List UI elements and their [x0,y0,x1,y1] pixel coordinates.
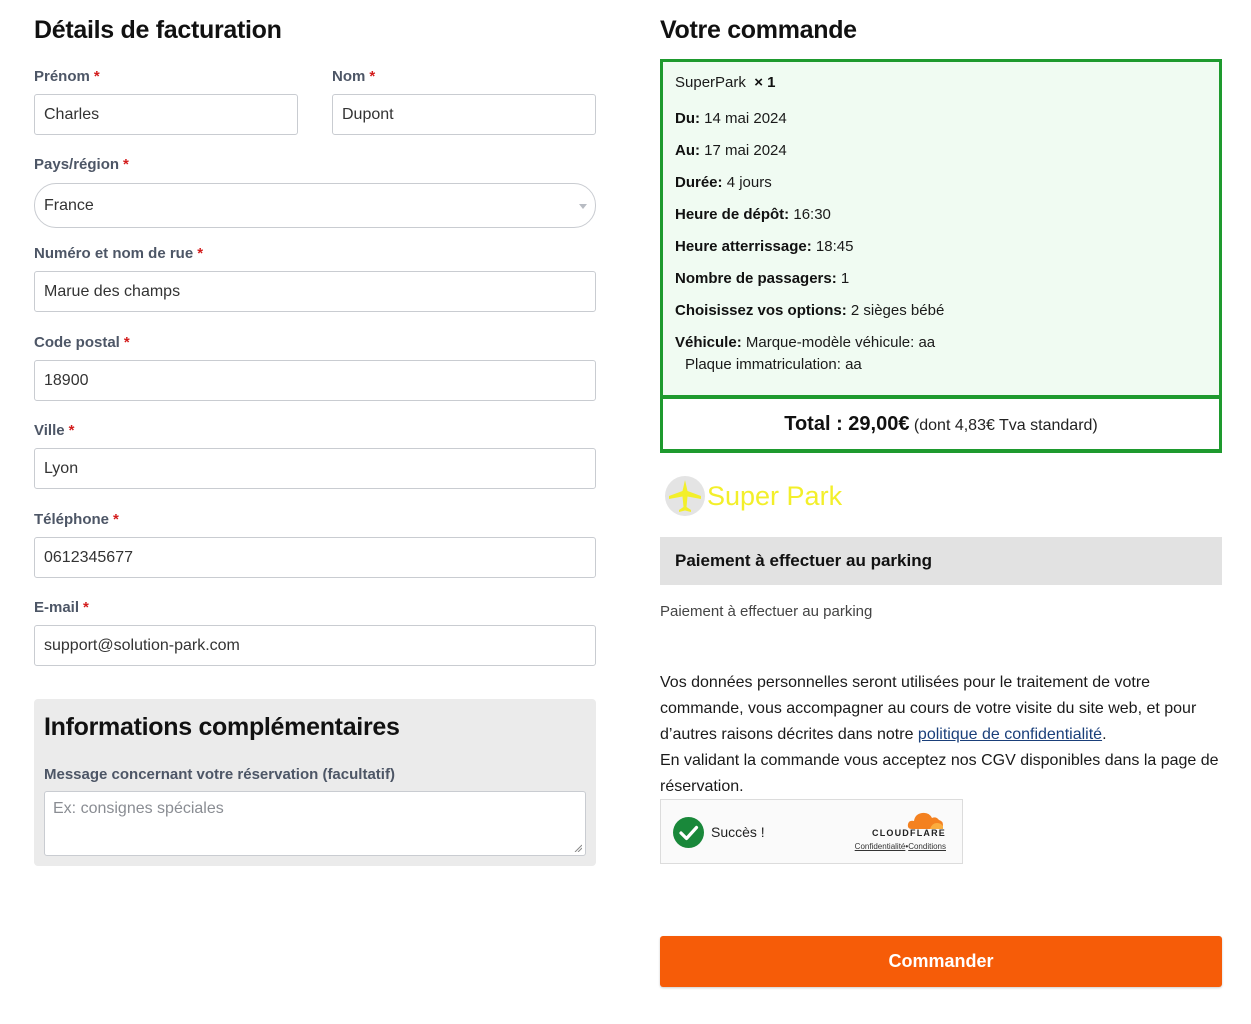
order-from: Du: 14 mai 2024 [675,110,787,127]
captcha-link-separator: • [905,842,909,851]
captcha-widget[interactable] [660,799,963,864]
dropdown-arrow-icon [579,204,587,209]
city-label: Ville * [34,422,75,439]
street-label: Numéro et nom de rue * [34,245,204,262]
payment-method-option[interactable]: Paiement à effectuer au parking [660,537,1222,585]
required-mark: * [123,334,130,351]
first-name-input[interactable]: Charles [34,94,298,135]
success-check-icon [673,817,704,848]
captcha-status: Succès ! [711,824,765,840]
required-mark: * [83,599,89,616]
order-options: Choisissez vos options: 2 sièges bébé [675,302,945,319]
last-name-input[interactable]: Dupont [332,94,596,135]
captcha-terms-link[interactable]: Conditions [908,842,946,851]
country-select[interactable] [34,183,596,228]
order-duration: Durée: 4 jours [675,174,772,191]
order-to: Au: 17 mai 2024 [675,142,787,159]
required-mark: * [93,68,100,85]
cgv-notice: En validant la commande vous acceptez nos CGV disponibles dans la page de réservation. [660,752,1219,795]
additional-info-title: Informations complémentaires [44,713,400,741]
order-passengers: Nombre de passagers: 1 [675,270,850,287]
total-amount: Total : 29,00€ [784,413,910,435]
place-order-button[interactable]: Commander [660,936,1222,987]
airplane-icon [665,476,705,516]
order-title: Votre commande [660,16,857,44]
cloudflare-brand: CLOUDFLARE [872,828,946,838]
privacy-notice: Vos données personnelles seront utilisées pour le traitement de votre commande, vous accompagner au cours de votre visite du site web, et pour d’autres raisons décrites dans notre politique de confidentialité. En validant la commande vous acceptez nos CGV disponibles dans la page de réservation. [660,674,1219,795]
billing-title: Détails de facturation [34,16,282,44]
city-input[interactable]: Lyon [34,448,596,489]
resize-grip-icon[interactable] [574,844,582,852]
captcha-privacy-link[interactable]: Confidentialité [854,842,906,851]
country-value: France [44,197,94,214]
phone-label: Téléphone * [34,511,119,528]
message-textarea[interactable] [44,791,586,856]
country-label: Pays/région * [34,156,129,173]
order-summary [660,59,1222,453]
order-plate: Plaque immatriculation: aa [685,356,862,373]
email-input[interactable]: support@solution-park.com [34,625,596,666]
street-input[interactable]: Marue des champs [34,271,596,312]
order-quantity: × 1 [754,74,776,91]
order-dropoff: Heure de dépôt: 16:30 [675,206,831,223]
order-vehicle: Véhicule: Marque-modèle véhicule: aa [675,334,936,351]
required-mark: * [369,68,376,85]
last-name-label: Nom * [332,68,376,85]
email-label: E-mail * [34,599,89,616]
logo-text: Super Park [707,481,843,511]
required-mark: * [68,422,75,439]
privacy-policy-link[interactable]: politique de confidentialité [917,726,1103,743]
additional-info-box [34,699,596,866]
required-mark: * [123,156,129,173]
phone-input[interactable]: 0612345677 [34,537,596,578]
order-product: SuperPark × 1 [675,74,776,91]
required-mark: * [197,245,204,262]
message-label: Message concernant votre réservation (facultatif) [44,766,395,783]
logo-circle [665,476,705,516]
order-total [660,395,1222,453]
first-name-label: Prénom * [34,68,100,85]
message-placeholder: Ex: consignes spéciales [53,800,224,817]
order-landing: Heure atterrissage: 18:45 [675,238,854,255]
captcha-links [855,842,946,851]
payment-description: Paiement à effectuer au parking [660,603,873,620]
total-tax: (dont 4,83€ Tva standard) [913,417,1098,434]
required-mark: * [113,511,119,528]
postcode-label: Code postal * [34,334,130,351]
postcode-input[interactable]: 18900 [34,360,596,401]
